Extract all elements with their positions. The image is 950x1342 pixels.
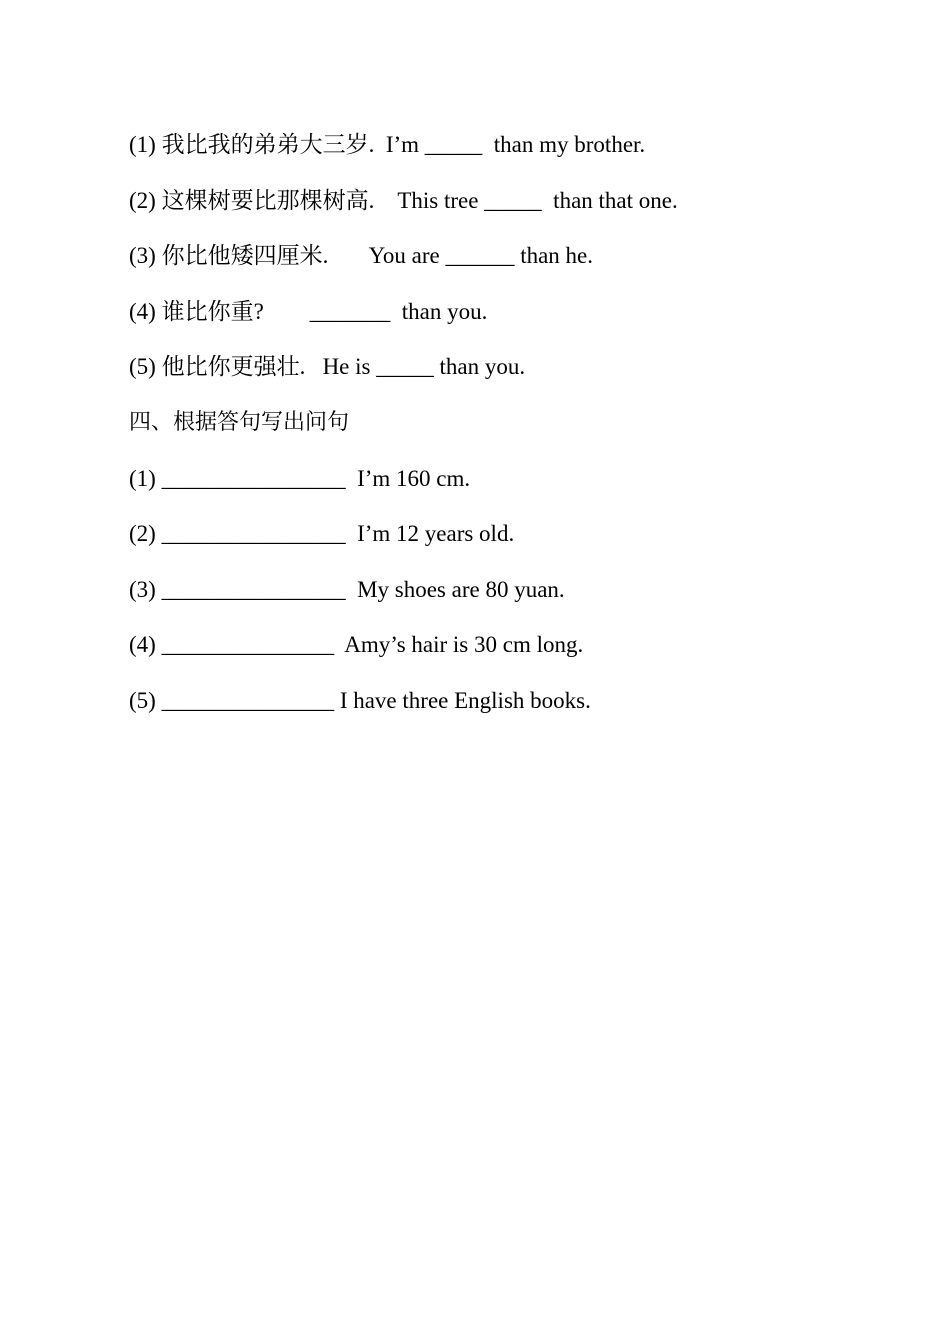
translation-item-2: (2) 这棵树要比那棵树高. This tree _____ than that one. [129, 187, 678, 213]
section-4-heading: 四、根据答句写出问句 [129, 409, 350, 435]
question-item-1: (1) ________________ I’m 160 cm. [129, 465, 471, 491]
document-content [129, 127, 909, 739]
question-item-5: (5) _______________ I have three English books. [129, 687, 591, 713]
translation-item-5: (5) 他比你更强壮. He is _____ than you. [129, 354, 526, 380]
translation-item-3: (3) 你比他矮四厘米. You are ______ than he. [129, 243, 594, 269]
question-item-4: (4) _______________ Amy’s hair is 30 cm long. [129, 632, 584, 658]
question-item-3: (3) ________________ My shoes are 80 yuan. [129, 576, 565, 602]
translation-item-1: (1) 我比我的弟弟大三岁. I’m _____ than my brother. [129, 132, 646, 157]
translation-item-4: (4) 谁比你重? _______ than you. [129, 298, 488, 324]
question-item-2: (2) ________________ I’m 12 years old. [129, 521, 515, 547]
